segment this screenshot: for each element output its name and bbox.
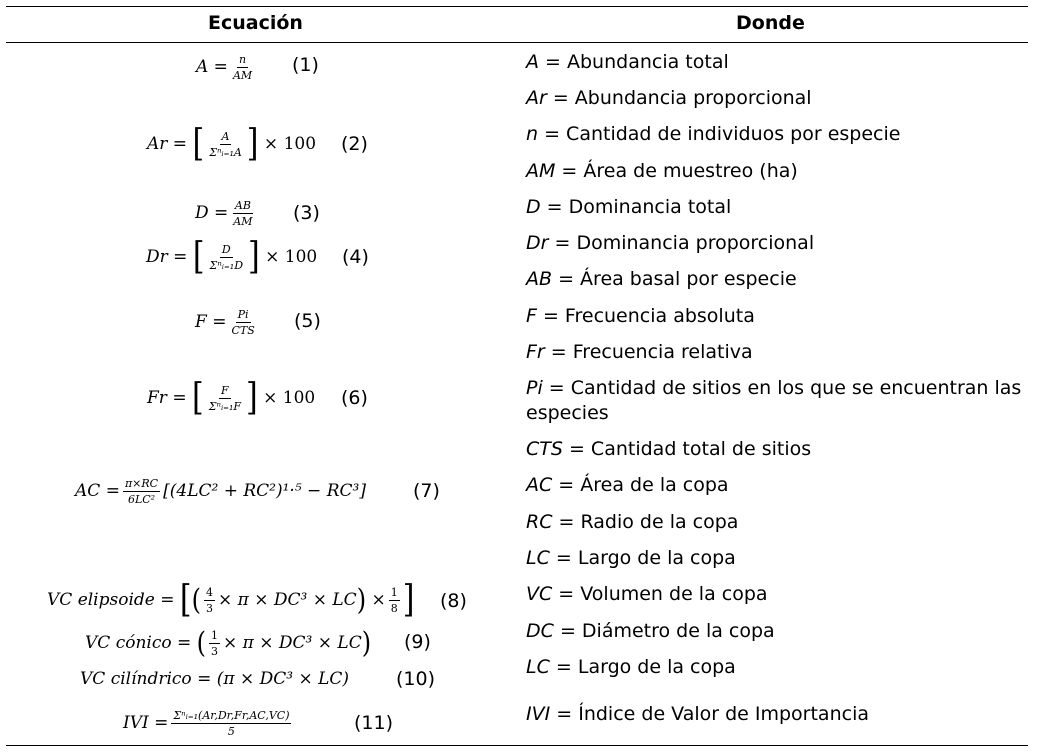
equation-10-number: (10) bbox=[396, 668, 436, 690]
definition-ar: Ar = Abundancia proporcional bbox=[526, 87, 812, 109]
definition-cts: CTS = Cantidad total de sitios bbox=[526, 438, 812, 460]
definition-ac: AC = Área de la copa bbox=[526, 474, 729, 496]
equation-6: Fr = [ $\frac{F}{\text{Σⁿᵢ₌₁F}}$ ] × 100 bbox=[147, 375, 316, 420]
bottom-rule bbox=[6, 745, 1028, 746]
definition-rc: RC = Radio de la copa bbox=[526, 511, 739, 533]
definition-ab: AB = Área basal por especie bbox=[526, 268, 797, 290]
definition-a: A = Abundancia total bbox=[526, 51, 729, 73]
definition-f: F = Frecuencia absoluta bbox=[526, 305, 755, 327]
definition-dc: DC = Diámetro de la copa bbox=[526, 620, 775, 642]
equation-4-number: (4) bbox=[342, 246, 369, 268]
equation-11: IVI = $\frac{\text{Σⁿᵢ₌₁(Ar,Dr,Fr,AC,VC)}}{5}$ bbox=[123, 708, 290, 738]
equation-11-number: (11) bbox=[354, 712, 394, 734]
equation-7: AC = $\frac{\pi\times RC}{\text{6LC²}}$ [(4LC² + RC²)¹·⁵ − RC³] bbox=[75, 476, 366, 506]
definition-vc: VC = Volumen de la copa bbox=[526, 583, 768, 605]
header-rule bbox=[6, 42, 1028, 43]
definition-ivi: IVI = Índice de Valor de Importancia bbox=[526, 703, 869, 725]
equation-7-number: (7) bbox=[413, 480, 440, 502]
equation-9-number: (9) bbox=[404, 631, 431, 653]
definition-pi: Pi = Cantidad de sitios en los que se encuentran las especies bbox=[526, 377, 1022, 424]
equation-2-number: (2) bbox=[341, 133, 368, 155]
equation-9: VC cónico = ( $\frac{1}{3}$ × π × DC³ × LC ) bbox=[85, 626, 372, 660]
definition-am: AM = Área de muestreo (ha) bbox=[526, 160, 798, 182]
definition-fr: Fr = Frecuencia relativa bbox=[526, 341, 753, 363]
header-donde: Donde bbox=[736, 12, 805, 34]
definition-lc: LC = Largo de la copa bbox=[526, 547, 736, 569]
definition-lc-2: LC = Largo de la copa bbox=[526, 656, 736, 678]
equation-1: A = $\frac{n}{AM}$ bbox=[196, 52, 253, 82]
equation-2: Ar = [ $\frac{A}{\text{Σⁿᵢ₌₁A}}$ ] × 100 bbox=[147, 121, 317, 166]
definition-n: n = Cantidad de individuos por especie bbox=[526, 123, 901, 145]
equation-8: VC elipsoide = [ ( $\frac{4}{3}$ × π × DC³ × LC ) × $\frac{1}{8}$ ] bbox=[47, 577, 415, 622]
definition-dr: Dr = Dominancia proporcional bbox=[526, 232, 815, 254]
equation-5: F = $\frac{Pi}{\text{CTS}}$ bbox=[195, 307, 255, 337]
equation-3-number: (3) bbox=[293, 202, 320, 224]
equation-8-number: (8) bbox=[440, 590, 467, 612]
top-rule bbox=[6, 6, 1028, 7]
header-ecuacion: Ecuación bbox=[208, 12, 303, 34]
equation-10: VC cilíndrico = (π × DC³ × LC) bbox=[80, 669, 350, 689]
equation-5-number: (5) bbox=[294, 310, 321, 332]
equation-4: Dr = [ $\frac{D}{\text{Σⁿᵢ₌₁D}}$ ] × 100 bbox=[146, 234, 318, 279]
equation-3: D = $\frac{AB}{AM}$ bbox=[195, 198, 253, 228]
equation-1-number: (1) bbox=[292, 54, 319, 76]
equation-6-number: (6) bbox=[341, 387, 368, 409]
definition-d: D = Dominancia total bbox=[526, 196, 732, 218]
